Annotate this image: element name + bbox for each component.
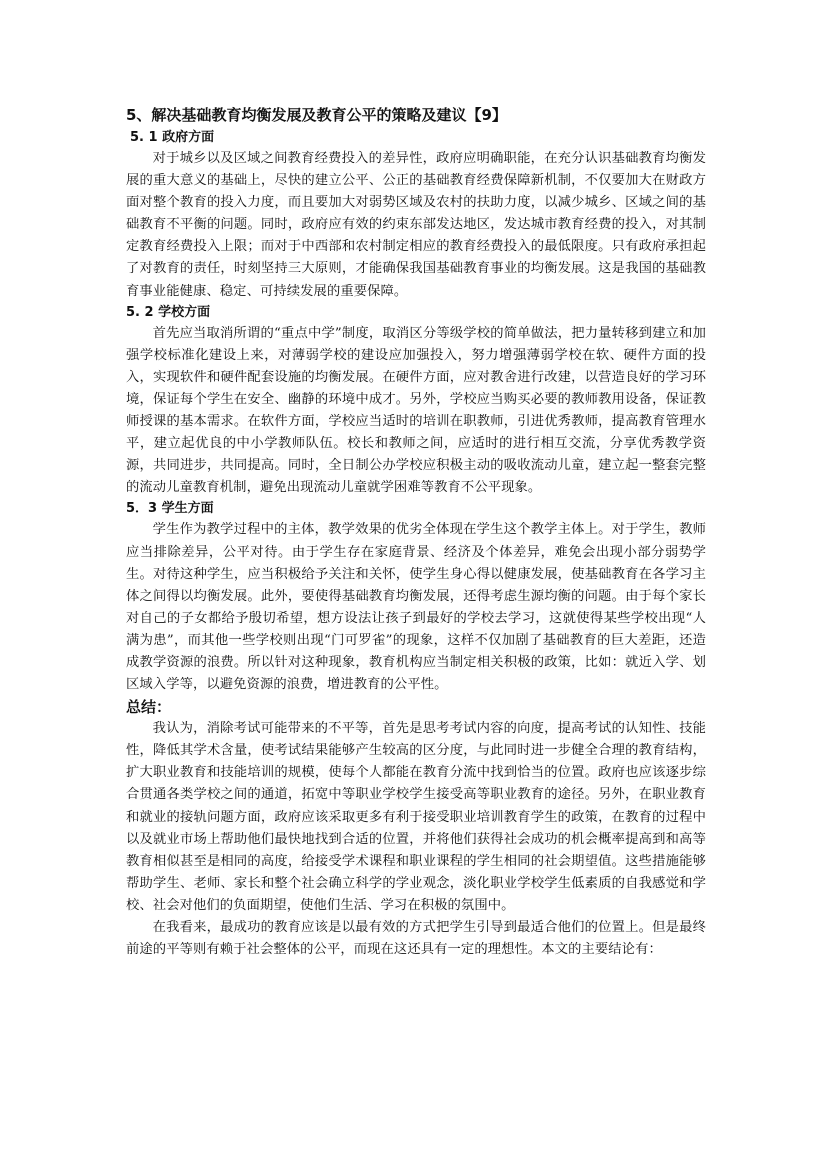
summary-paragraph-1: 我认为，消除考试可能带来的不平等，首先是思考考试内容的向度，提高考试的认知性、技能性，降低其学术含量，使考试结果能够产生较高的区分度，与此同时进一步健全合理的教育结构，扩大职业教育和技能培训的规模，使每个人都能在教育分流中找到恰当的位置。政府也应该逐步综合贯通各类学校之间的通道，拓宽中等职业学校学生接受高等职业教育的途径。另外，在职业教育和就业的接轨问题方面，政府应该采取更多有利于接受职业培训教育学生的政策，在教育的过程中以及就业市场上帮助他们最快地找到合适的位置，并将他们获得社会成功的机会概率提高到和高等教育相似甚至是相同的高度，给接受学术课程和职业课程的学生相同的社会期望值。这些措施能够帮助学生、老师、家长和整个社会确立科学的学业观念，淡化职业学校学生低素质的自我感觉和学校、社会对他们的负面期望，使他们生活、学习在积极的氛围中。 — [126, 721, 706, 913]
subsection-heading-school: 5. 2 学校方面 — [126, 304, 211, 320]
summary-heading: 总结： — [126, 698, 172, 717]
paragraph-student: 学生作为教学过程中的主体，教学效果的优劣全体现在学生这个教学主体上。对于学生，教师应当排除差异，公平对待。由于学生存在家庭背景、经济及个体差异，难免会出现小部分弱势学生。对待这种学生，应当积极给予关注和关怀，使学生身心得以健康发展，使基础教育在各学习主体之间得以均衡发展。此外，要使得基础教育均衡发展，还得考虑生源均衡的问题。由于每个家长对自己的子女都给予殷切希望，想方设法让孩子到最好的学校去学习，这就使得某些学校出现“人满为患”，而其他一些学校则出现“门可罗雀”的现象，这样不仅加剧了基础教育的巨大差距，还造成教学资源的浪费。所以针对这种现象，教育机构应当制定相关积极的政策，比如：就近入学、划区域入学等，以避免资源的浪费，增进教育的公平性。 — [126, 522, 706, 693]
document-page — [126, 104, 706, 961]
subsection-heading-student: 5．3 学生方面 — [126, 501, 214, 517]
section-title: 5、解决基础教育均衡发展及教育公平的策略及建议【9】 — [126, 106, 507, 124]
paragraph-government: 对于城乡以及区域之间教育经费投入的差异性，政府应明确职能，在充分认识基础教育均衡发展的重大意义的基础上，尽快的建立公平、公正的基础教育经费保障新机制，不仅要加大在财政方面对整个教育的投入力度，而且要加大对弱势区域及农村的扶助力度，以减少城乡、区域之间的基础教育不平衡的问题。同时，政府应有效的约束东部发达地区，发达城市教育经费的投入，对其制定教育经费投入上限；而对于中西部和农村制定相应的教育经费投入的最低限度。只有政府承担起了对教育的责任，时刻坚持三大原则，才能确保我国基础教育事业的均衡发展。这是我国的基础教育事业能健康、稳定、可持续发展的重要保障。 — [126, 151, 706, 299]
summary-paragraph-2: 在我看来，最成功的教育应该是以最有效的方式把学生引导到最适合他们的位置上。但是最终前途的平等则有赖于社会整体的公平，而现在这还具有一定的理想性。本文的主要结论有： — [126, 920, 706, 958]
paragraph-school: 首先应当取消所谓的“重点中学”制度，取消区分等级学校的简单做法，把力量转移到建立和加强学校标准化建设上来，对薄弱学校的建设应加强投入，努力增强薄弱学校在软、硬件方面的投入，实现软件和硬件配套设施的均衡发展。在硬件方面，应对教舍进行改建，以营造良好的学习环境，保证每个学生在安全、幽静的环境中成才。另外，学校应当购买必要的教师教用设备，保证教师授课的基本需求。在软件方面，学校应当适时的培训在职教师，引进优秀教师，提高教育管理水平，建立起优良的中小学教师队伍。校长和教师之间，应适时的进行相互交流，分享优秀教学资源，共同进步，共同提高。同时，全日制公办学校应积极主动的吸收流动儿童，建立起一整套完整的流动儿童教育机制，避免出现流动儿童就学困难等教育不公平现象。 — [126, 325, 706, 496]
subsection-heading-government: 5. 1 政府方面 — [130, 130, 215, 145]
